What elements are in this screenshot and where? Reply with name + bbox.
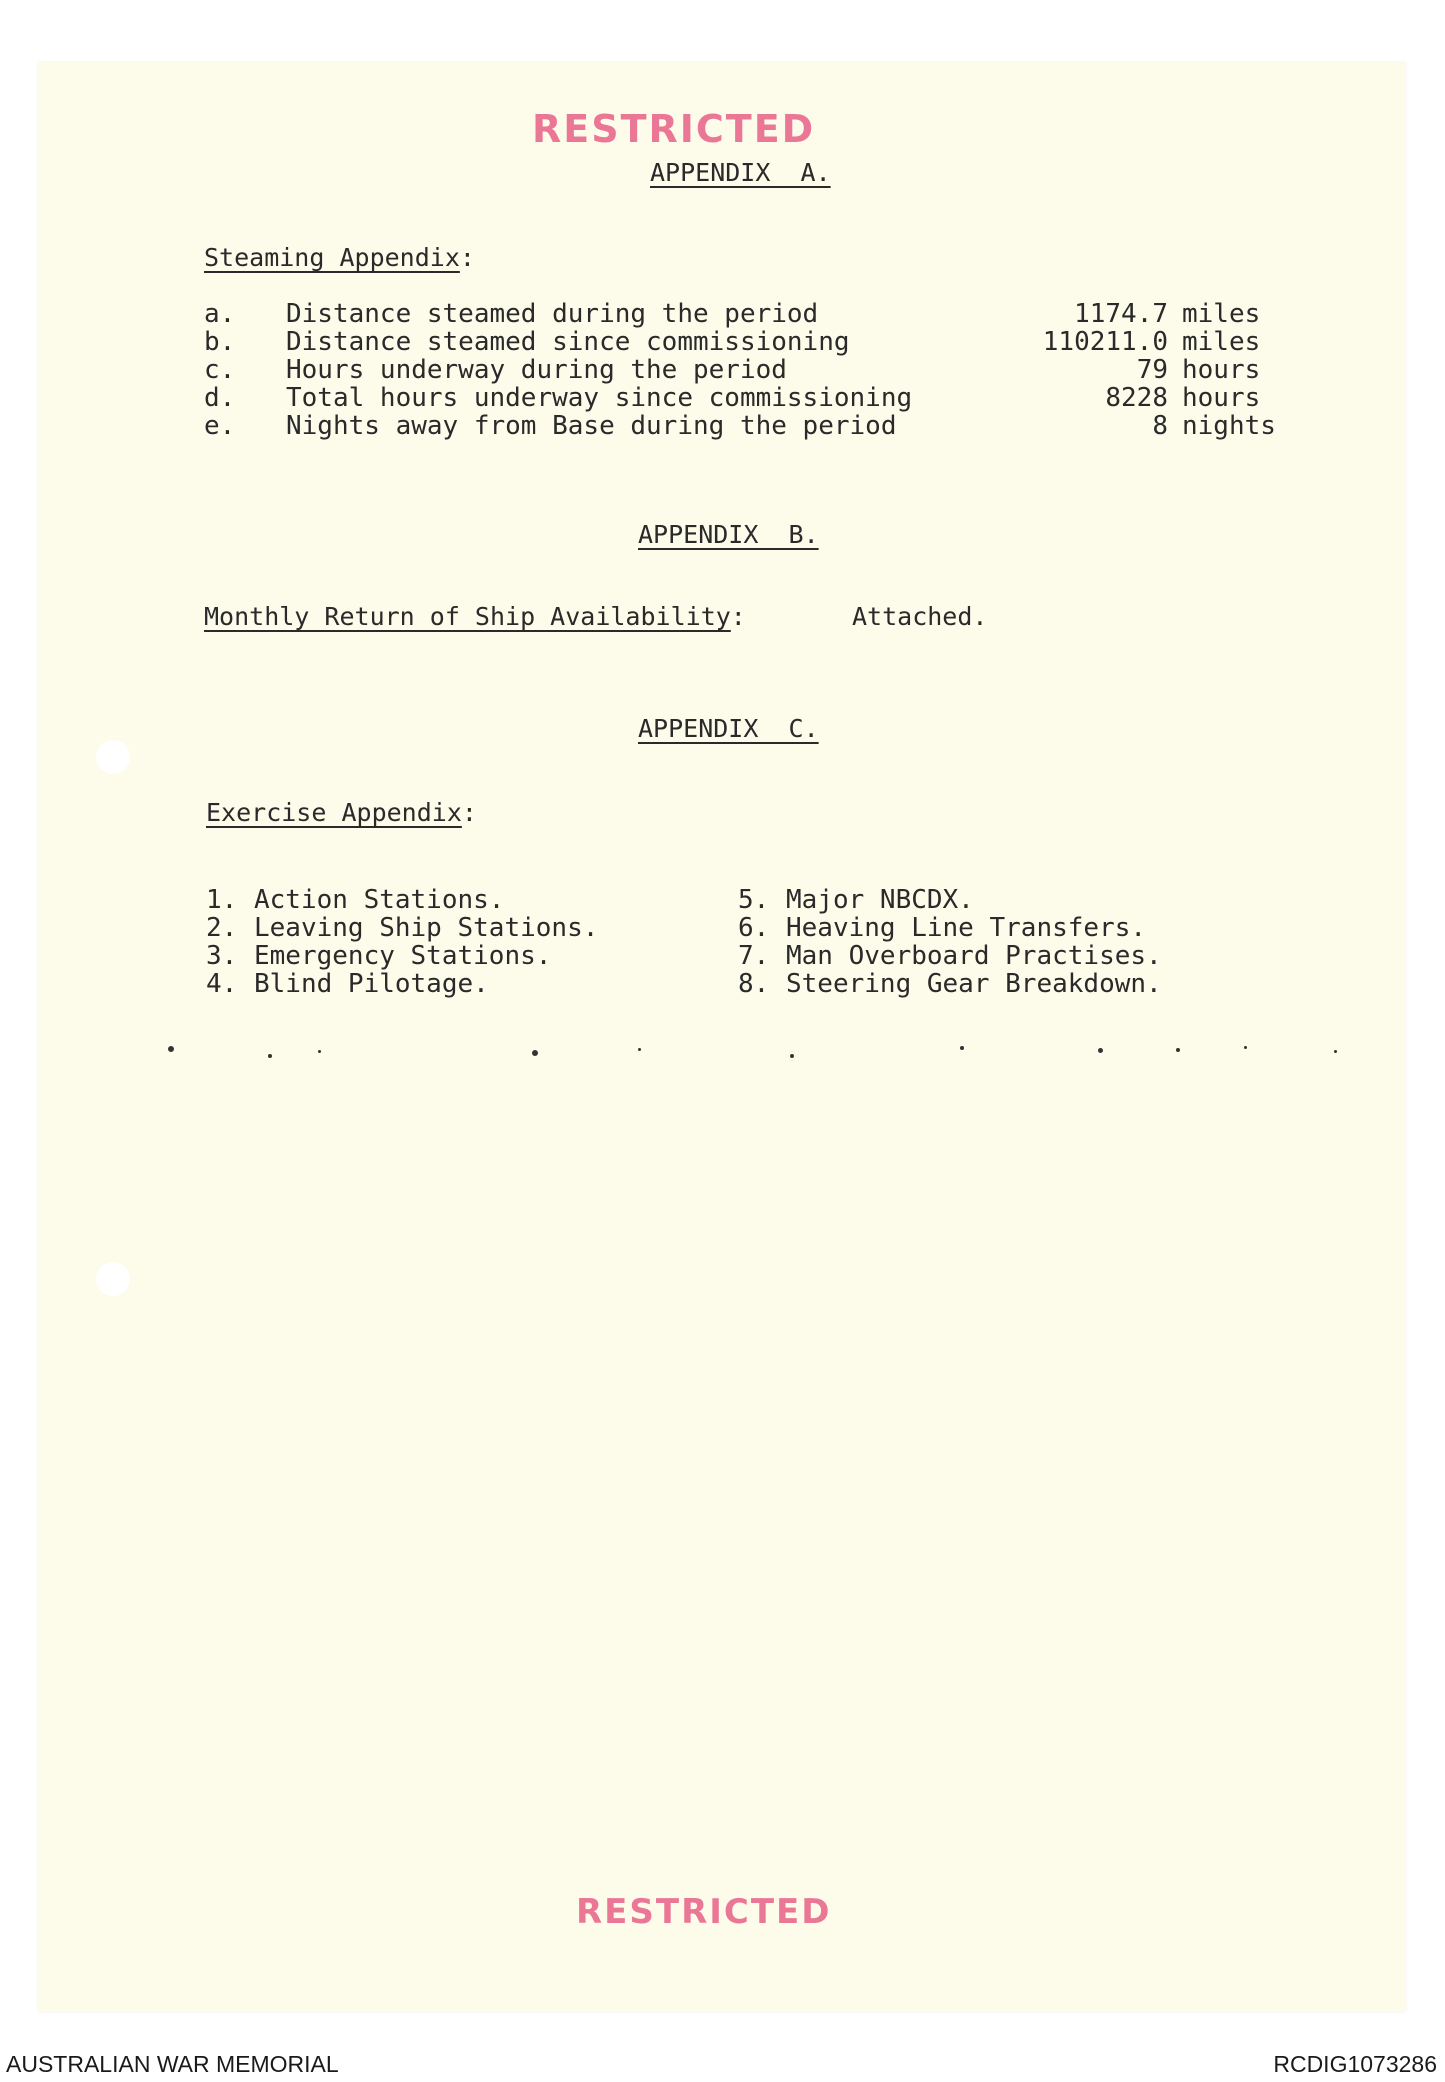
exercise-number: 1.	[206, 885, 238, 915]
ink-speck	[532, 1050, 538, 1056]
ink-speck	[790, 1054, 794, 1058]
exercise-text: Action Stations.	[254, 885, 505, 915]
exercise-text: Steering Gear Breakdown.	[786, 969, 1162, 999]
exercise-number: 2.	[206, 913, 238, 943]
exercise-item	[738, 885, 974, 915]
ship-availability-value: Attached.	[852, 602, 988, 631]
exercise-number: 8.	[738, 969, 770, 999]
row-description: Distance steamed during the period	[286, 299, 819, 329]
appendix-b-title: APPENDIX B.	[638, 520, 819, 549]
row-description: Total hours underway since commissioning	[286, 383, 913, 413]
ink-speck	[960, 1046, 964, 1050]
row-unit: hours	[1182, 355, 1261, 385]
exercise-item	[206, 913, 598, 943]
exercise-item	[738, 969, 1162, 999]
row-value: 1174.7	[1074, 299, 1168, 329]
exercise-text: Leaving Ship Stations.	[254, 913, 599, 943]
ink-speck	[638, 1048, 641, 1051]
row-value: 79	[1136, 355, 1168, 385]
row-value: 8	[1152, 411, 1168, 441]
steaming-row	[204, 355, 1334, 383]
ink-speck	[1176, 1048, 1180, 1052]
row-unit: miles	[1182, 327, 1261, 357]
exercise-item	[206, 969, 489, 999]
exercise-text: Blind Pilotage.	[254, 969, 489, 999]
row-unit: hours	[1182, 383, 1261, 413]
row-letter: c.	[204, 355, 236, 385]
restricted-stamp-bottom: RESTRICTED	[576, 1892, 832, 1932]
exercise-number: 3.	[206, 941, 238, 971]
row-letter: e.	[204, 411, 236, 441]
row-value: 110211.0	[1042, 327, 1168, 357]
ship-availability-heading: Monthly Return of Ship Availability:	[204, 602, 746, 631]
exercise-item	[738, 913, 1146, 943]
ink-speck	[268, 1054, 272, 1058]
exercise-number: 7.	[738, 941, 770, 971]
ink-speck	[168, 1046, 174, 1052]
appendix-c-title: APPENDIX C.	[638, 714, 819, 743]
footer-record-id: RCDIG1073286	[1273, 2051, 1437, 2077]
punch-hole	[96, 1262, 130, 1296]
exercise-appendix-heading: Exercise Appendix:	[206, 798, 477, 827]
appendix-a-title: APPENDIX A.	[650, 158, 831, 187]
steaming-row	[204, 327, 1334, 355]
steaming-row	[204, 383, 1334, 411]
row-letter: b.	[204, 327, 236, 357]
punch-hole	[96, 740, 130, 774]
row-description: Distance steamed since commissioning	[286, 327, 850, 357]
footer-archive-name: AUSTRALIAN WAR MEMORIAL	[6, 2051, 339, 2077]
row-unit: miles	[1182, 299, 1261, 329]
steaming-row	[204, 299, 1334, 327]
ink-speck	[318, 1050, 321, 1053]
row-description: Hours underway during the period	[286, 355, 787, 385]
exercise-text: Man Overboard Practises.	[786, 941, 1162, 971]
exercise-number: 4.	[206, 969, 238, 999]
ink-speck	[1098, 1048, 1103, 1053]
exercise-number: 5.	[738, 885, 770, 915]
exercise-text: Heaving Line Transfers.	[786, 913, 1147, 943]
steaming-appendix-heading: Steaming Appendix:	[204, 243, 475, 272]
row-letter: a.	[204, 299, 236, 329]
row-letter: d.	[204, 383, 236, 413]
restricted-stamp-top: RESTRICTED	[532, 107, 816, 151]
ink-speck	[1334, 1050, 1337, 1053]
exercise-item	[206, 885, 504, 915]
exercise-number: 6.	[738, 913, 770, 943]
exercise-text: Emergency Stations.	[254, 941, 552, 971]
row-description: Nights away from Base during the period	[286, 411, 897, 441]
exercise-item	[206, 941, 551, 971]
ink-speck	[1244, 1046, 1247, 1049]
row-unit: nights	[1182, 411, 1276, 441]
document-page	[38, 62, 1406, 2012]
exercise-text: Major NBCDX.	[786, 885, 974, 915]
steaming-row	[204, 411, 1334, 439]
row-value: 8228	[1105, 383, 1168, 413]
exercise-item	[738, 941, 1162, 971]
